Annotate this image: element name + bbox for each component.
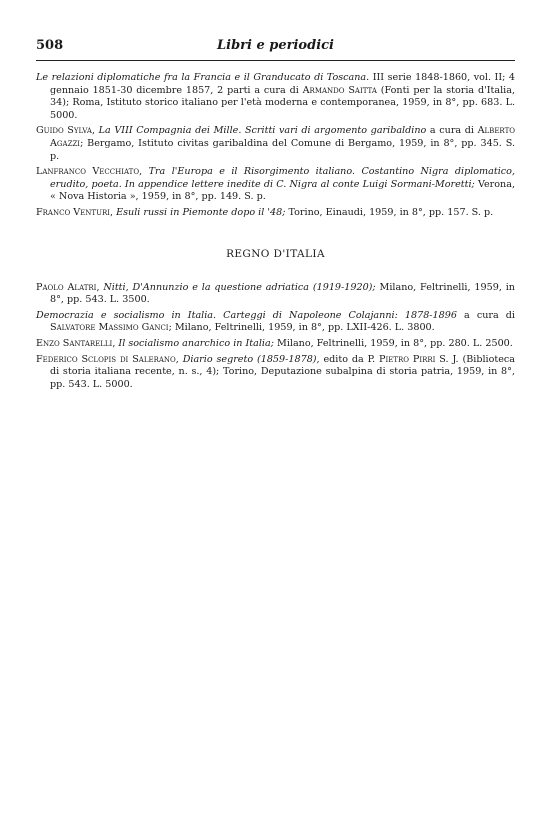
bibliography-entry: [36, 354, 515, 392]
entry-publication: S. J. (Biblioteca di storia italiana recente, n. s., 4); Torino, Deputazione subalpina di storia patria, 1959, in 8°, pp. 543. L. 5000.: [50, 353, 516, 390]
bibliography-entry: [36, 282, 515, 307]
bibliography-entry: [36, 72, 515, 122]
entry-title: Esuli russi in Piemonte dopo il '48;: [113, 206, 286, 218]
bibliography-entry: [36, 166, 515, 204]
entry-details: III serie 1848-1860, vol. II; 4 gennaio 1851-30 dicembre 1857, 2 parti a cura di: [50, 72, 515, 96]
page-header: [36, 38, 515, 56]
entry-details: Verona, « Nova Historia », 1959, in 8°, pp. 149. S. p.: [50, 178, 515, 203]
entry-title: Nitti, D'Annunzio e la questione adriatica (1919-1920);: [99, 281, 376, 293]
entry-author: Guido Sylva,: [36, 125, 96, 137]
entry-author: Enzo Santarelli,: [36, 337, 116, 349]
entry-details: Torino, Einaudi, 1959, in 8°, pp. 157. S. p.: [285, 206, 494, 218]
entry-title: Il socialismo anarchico in Italia;: [115, 337, 274, 349]
header-rule: [36, 60, 515, 61]
entry-details: Milano, Feltrinelli, 1959, in 8°, pp. 280. L. 2500.: [273, 337, 513, 349]
entry-details: Milano, Feltrinelli, 1959, in 8°, pp. 543. L. 3500.: [50, 281, 515, 306]
entry-author: Lanfranco Vecchiato,: [36, 166, 143, 178]
page: [36, 38, 515, 394]
entry-editor: Salvatore Massimo Ganci: [50, 322, 169, 334]
running-head: Libri e periodici: [217, 38, 334, 53]
entry-details: a cura di: [426, 125, 478, 137]
entry-title: Diario segreto (1859-1878),: [178, 353, 320, 365]
entry-title: La VIII Compagnia dei Mille. Scritti vari di argomento garibaldino: [95, 125, 427, 137]
entry-details: edito da: [319, 353, 368, 365]
bibliography-list-bottom: [36, 282, 515, 392]
entry-publication: ; Bergamo, Istituto civitas garibaldina del Comune di Bergamo, 1959, in 8°, pp. 345. S. p.: [50, 137, 515, 162]
bibliography-entry: [36, 125, 515, 163]
entry-author: Federico Sclopis di Salerano,: [36, 353, 179, 365]
entry-author: Paolo Alatri,: [36, 281, 100, 293]
bibliography-entry: [36, 207, 515, 220]
entry-editor: Armando Saitta: [302, 84, 377, 96]
entry-details: a cura di: [456, 309, 515, 321]
bibliography-entry: [36, 310, 515, 335]
entry-publication: ; Milano, Feltrinelli, 1959, in 8°, pp. LXII-426. L. 3800.: [168, 322, 435, 334]
entry-author: Franco Venturi,: [36, 206, 114, 218]
bibliography-list-top: [36, 72, 515, 220]
entry-title: Tra l'Europa e il Risorgimento italiano. Costantino Nigra diplomatico, erudito, poeta. In appendice lettere inedite di C. Nigra al conte Luigi Sormani-Moretti;: [50, 166, 516, 190]
bibliography-entry: [36, 338, 515, 351]
entry-editor: P. Pietro Pirri: [367, 353, 436, 365]
entry-editor: Alberto Agazzi: [50, 125, 515, 149]
entry-title: Le relazioni diplomatiche fra la Francia e il Granducato di Toscana.: [36, 72, 370, 83]
entry-publication: (Fonti per la storia d'Italia, 34); Roma, Istituto storico italiano per l'età moderna e contemporanea, 1959, in 8°, pp. 683. L. 5000.: [50, 84, 516, 121]
section-heading: REGNO D'ITALIA: [226, 247, 325, 260]
entry-title: Democrazia e socialismo in Italia. Carteggi di Napoleone Colajanni: 1878-1896: [36, 309, 457, 321]
page-number: 508: [36, 38, 64, 53]
